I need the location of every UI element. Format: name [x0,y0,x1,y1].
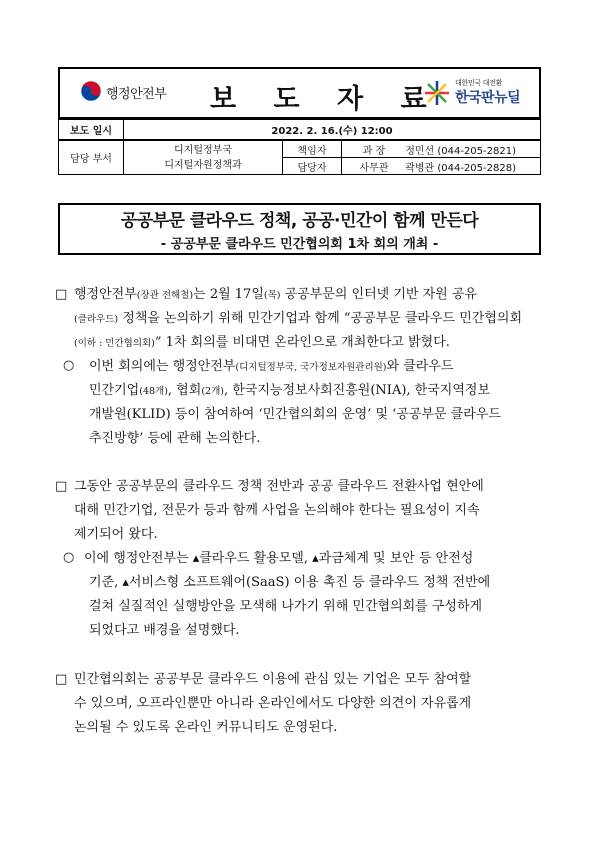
department-line1: 디지털정부국 [174,144,232,156]
department-line2: 디지털자원정책과 [164,159,242,171]
press-release-title: 보 도 자 료 [210,84,441,115]
ministry-name: 행정안전부 [106,87,167,102]
paragraph-line: 그동안 공공부문의 클라우드 정책 전반과 공공 클라우드 전환사업 현안에 [74,479,484,494]
headline-subtitle: - 공공부문 클라우드 민간협의회 1차 회의 개최 - [160,237,439,252]
department-name [124,140,283,175]
contact-detail [342,140,541,158]
paragraph-line: 민간협의회는 공공부문 클라우드 이용에 관심 있는 기업은 모두 참여할 [74,672,472,687]
contact-title: 사무관 [359,162,389,174]
contact-title: 과 장 [362,145,386,157]
square-bullet: □ [55,479,68,494]
contact-role: 책임자 [283,140,342,158]
paragraph-line: 이번 회의에는 행정안전부(디지털정부국, 국가정보자원관리원)와 클라우드 [89,359,454,374]
release-date-label: 보도 일시 [59,120,124,141]
paragraph-line: (클라우드) 정책을 논의하기 위해 민간기업과 함께 “공공부문 클라우드 민간협의회 [74,311,523,326]
paragraph-line: 제기되어 왔다. [74,527,158,542]
circle-bullet: ○ [63,550,75,565]
korean-new-deal-logo-icon [422,78,452,108]
release-date-value: 2022. 2. 16.(수) 12:00 [124,120,541,141]
paragraph-line: 추진방향’ 등에 관해 논의한다. [89,431,261,446]
contact-role: 담당자 [283,158,342,175]
paragraph-line: 대해 민간기업, 전문가 등과 함께 사업을 논의해야 한다는 필요성이 지속 [74,503,480,518]
circle-bullet: ○ [63,358,75,373]
paragraph-line: 논의될 수 있도록 온라인 커뮤니티도 운영된다. [74,720,338,735]
ministry-taeguk-logo-icon [80,80,102,102]
department-label: 담당 부서 [59,140,124,175]
contact-detail [342,158,541,175]
contact-name-phone: 곽병관 (044-205-2828) [405,162,516,174]
release-info-table [58,119,541,175]
paragraph-line: 되었다고 배경을 설명했다. [89,623,240,638]
paragraph-line: 걸쳐 실질적인 실행방안을 모색해 나가기 위해 민간협의회를 구성하게 [89,599,483,614]
square-bullet: □ [55,287,68,302]
headline-title: 공공부문 클라우드 정책, 공공·민간이 함께 만든다 [120,211,479,231]
paragraph-line: 행정안전부(장관 전해철)는 2월 17일(목) 공공부문의 인터넷 기반 자원 공유 [74,287,477,302]
paragraph-line: (이하 : 민간협의회)” 1차 회의를 비대면 온라인으로 개최한다고 밝혔다. [74,335,450,350]
contact-name-phone: 정민선 (044-205-2821) [405,145,516,157]
square-bullet: □ [55,672,68,687]
paragraph-line: 수 있으며, 오프라인뿐만 아니라 온라인에서도 다양한 의견이 자유롭게 [74,696,472,711]
paragraph-line: 개발원(KLID) 등이 참여하여 ‘민간협의회의 운영’ 및 ‘공공부문 클라우드 [89,407,501,422]
new-deal-name: 한국판뉴딜 [455,90,521,106]
new-deal-tagline: 대한민국 대전환 [455,79,503,87]
paragraph-line: 기준, ▴서비스형 소프트웨어(SaaS) 이용 촉진 등 클라우드 정책 전반에 [89,575,491,590]
paragraph-line: 민간기업(48개), 협회(2개), 한국지능정보사회진흥원(NIA), 한국지역정보 [89,383,491,398]
paragraph-line: 이에 행정안전부는 ▴클라우드 활용모델, ▴과금체계 및 보안 등 안전성 [84,551,474,566]
